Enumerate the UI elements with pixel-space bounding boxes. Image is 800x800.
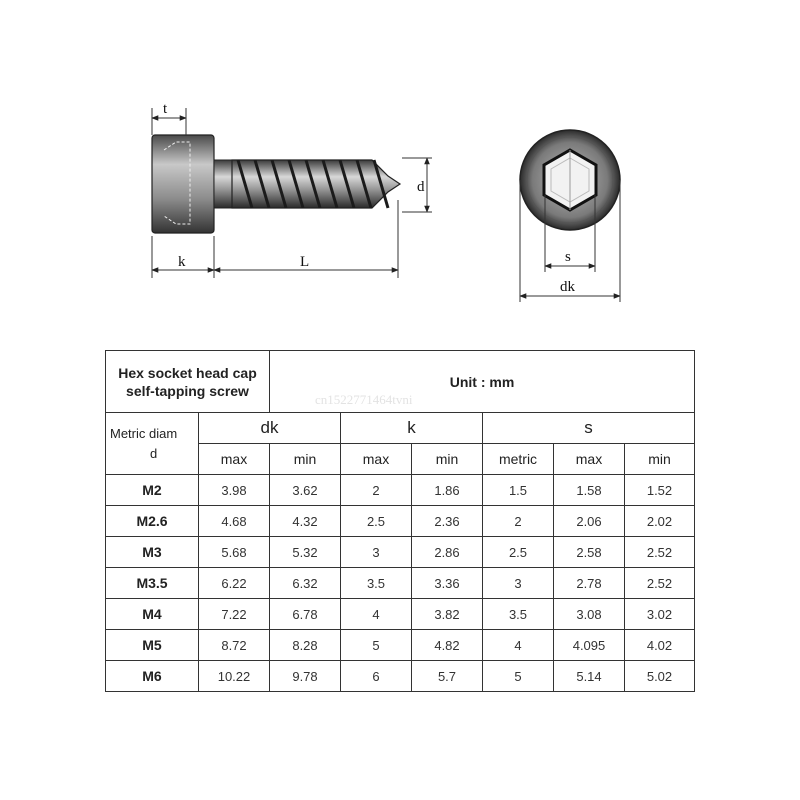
dim-label-L: L (300, 254, 310, 270)
row-label: M4 (106, 599, 199, 630)
table-cell: 3.02 (625, 599, 695, 630)
screw-head (152, 135, 214, 233)
table-cell: 5.14 (554, 661, 625, 692)
table-cell: 2.86 (412, 537, 483, 568)
subheader-cell: min (270, 444, 341, 475)
table-row (106, 599, 695, 630)
watermark-text: cn1522771464tvni (315, 392, 413, 407)
table-cell: 1.52 (625, 475, 695, 506)
table-cell: 6.32 (270, 568, 341, 599)
table-cell: 4 (483, 630, 554, 661)
dim-label-t: t (163, 101, 168, 117)
subheader-cell: min (625, 444, 695, 475)
table-cell: 6 (341, 661, 412, 692)
metric-diam-symbol: d (150, 445, 158, 461)
table-title-line-2: self-tapping screw (126, 382, 249, 399)
side-view (152, 135, 400, 233)
table-cell: 5.32 (270, 537, 341, 568)
unit-label: Unit : (449, 373, 486, 390)
table-cell: 2.02 (625, 506, 695, 537)
table-cell: 2 (341, 475, 412, 506)
subheader-cell: min (412, 444, 483, 475)
table-cell: 8.72 (199, 630, 270, 661)
table-cell: 2.78 (554, 568, 625, 599)
table-cell: 4 (341, 599, 412, 630)
table-cell: 5.02 (625, 661, 695, 692)
table-cell: 2.5 (483, 537, 554, 568)
row-label: M3.5 (106, 568, 199, 599)
unit-value: mm (489, 373, 515, 390)
dimensions-table (105, 350, 695, 692)
end-view (520, 130, 620, 230)
table-body (106, 475, 695, 692)
table-cell: 2.52 (625, 568, 695, 599)
table-row (106, 630, 695, 661)
row-label: M5 (106, 630, 199, 661)
group-header-dk: dk (199, 413, 341, 444)
table-cell: 3.5 (341, 568, 412, 599)
table-row (106, 537, 695, 568)
dim-label-dk: dk (560, 279, 575, 295)
table-cell: 3.5 (483, 599, 554, 630)
dim-label-s: s (565, 249, 571, 265)
table-row (106, 475, 695, 506)
table-cell: 4.02 (625, 630, 695, 661)
table-cell: 6.22 (199, 568, 270, 599)
table-row (106, 568, 695, 599)
table-cell: 3.98 (199, 475, 270, 506)
table-title-line-1: Hex socket head cap (118, 364, 257, 381)
table-cell: 2.5 (341, 506, 412, 537)
table-cell: 2.58 (554, 537, 625, 568)
screw-shank (214, 160, 234, 208)
table-cell: 4.32 (270, 506, 341, 537)
metric-diam-header (106, 413, 199, 475)
table-cell: 9.78 (270, 661, 341, 692)
table-cell: 1.86 (412, 475, 483, 506)
table-cell: 1.58 (554, 475, 625, 506)
table-cell: 2.52 (625, 537, 695, 568)
table-cell: 3.08 (554, 599, 625, 630)
table-cell: 5.7 (412, 661, 483, 692)
subheader-cell: max (199, 444, 270, 475)
table-cell: 2 (483, 506, 554, 537)
table-cell: 3 (341, 537, 412, 568)
subheader-cell: max (341, 444, 412, 475)
row-label: M2 (106, 475, 199, 506)
table-cell: 8.28 (270, 630, 341, 661)
table-cell: 4.68 (199, 506, 270, 537)
group-header-k: k (341, 413, 483, 444)
row-label: M6 (106, 661, 199, 692)
table-cell: 5.68 (199, 537, 270, 568)
table-cell: 3 (483, 568, 554, 599)
row-label: M2.6 (106, 506, 199, 537)
subheader-cell: metric (483, 444, 554, 475)
table-cell: 7.22 (199, 599, 270, 630)
table-cell: 6.78 (270, 599, 341, 630)
table-row (106, 506, 695, 537)
table-cell: 4.095 (554, 630, 625, 661)
subheader-cell: max (554, 444, 625, 475)
table-cell: 5 (341, 630, 412, 661)
table-cell: 5 (483, 661, 554, 692)
row-label: M3 (106, 537, 199, 568)
dim-label-d: d (417, 179, 425, 195)
table-cell: 3.36 (412, 568, 483, 599)
unit-cell (270, 351, 695, 413)
screw-technical-drawing (0, 0, 800, 340)
metric-diam-label: Metric diam (110, 425, 178, 441)
table-cell: 3.62 (270, 475, 341, 506)
table-cell: 2.06 (554, 506, 625, 537)
table-cell: 1.5 (483, 475, 554, 506)
group-header-s: s (483, 413, 695, 444)
table-title-cell (106, 351, 270, 413)
dim-label-k: k (178, 254, 186, 270)
table-cell: 2.36 (412, 506, 483, 537)
table-cell: 3.82 (412, 599, 483, 630)
table-row (106, 661, 695, 692)
table-cell: 4.82 (412, 630, 483, 661)
table-cell: 10.22 (199, 661, 270, 692)
